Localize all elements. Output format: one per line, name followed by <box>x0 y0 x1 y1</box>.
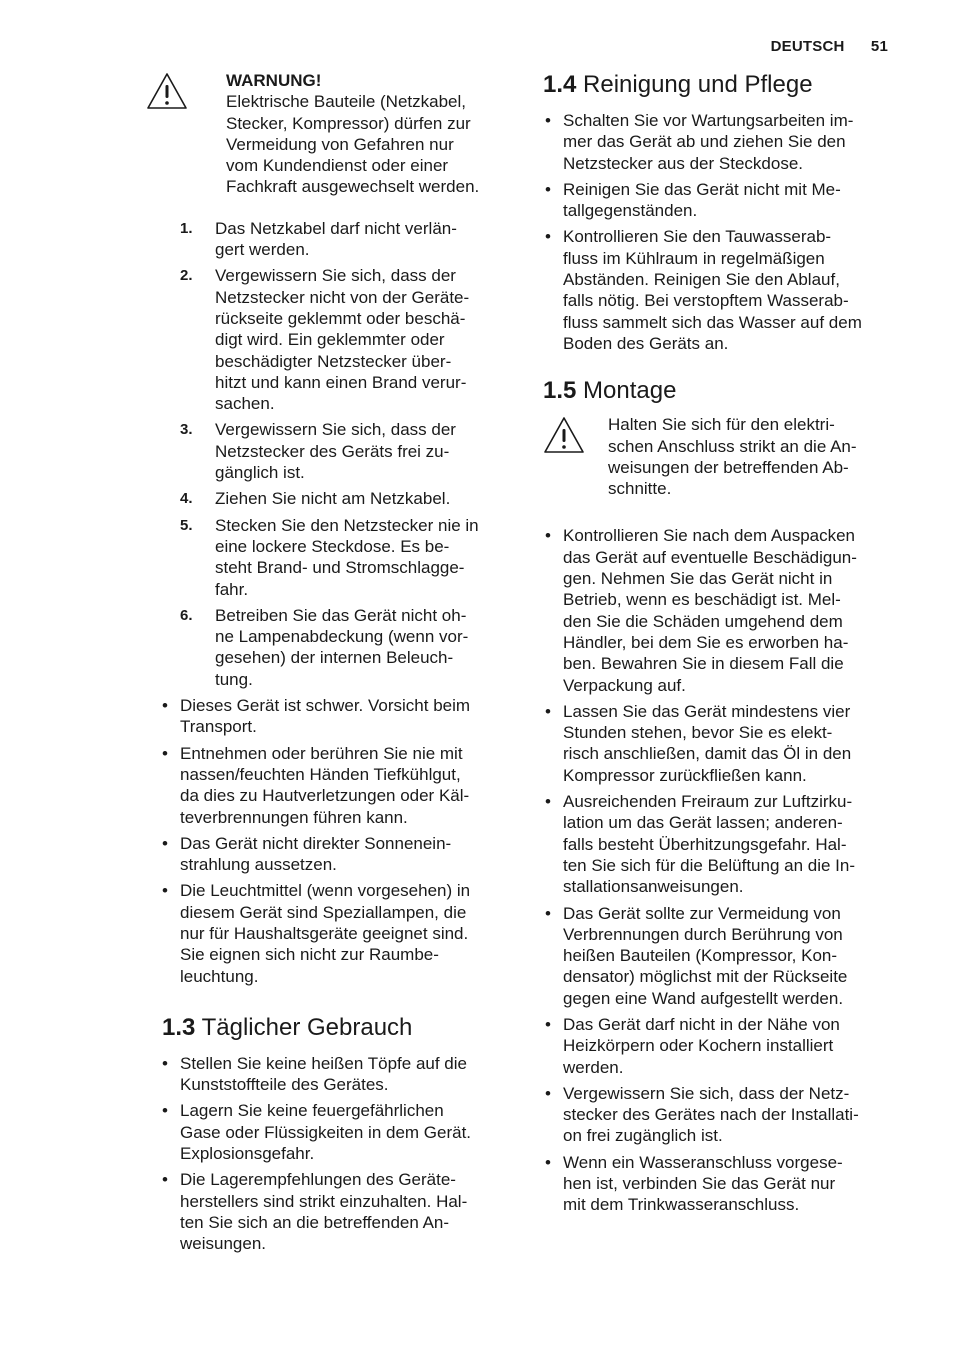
item-line: digt wird. Ein geklemmter oder <box>215 330 445 350</box>
item-line: Lagern Sie keine feuergefährlichen <box>180 1101 444 1121</box>
item-line: leuchtung. <box>180 966 259 986</box>
header-section: DEUTSCH <box>770 38 845 55</box>
left-column <box>146 70 516 1260</box>
item-line: strahlung aussetzen. <box>180 855 337 875</box>
bullet-item <box>146 880 516 986</box>
item-line: Netzstecker aus der Steckdose. <box>563 153 804 173</box>
item-number: 3. <box>180 421 193 439</box>
warning-box <box>146 70 516 198</box>
item-line: ten Sie sich an die betreffenden An- <box>180 1212 450 1232</box>
item-line: falls nötig. Bei verstopftem Wasserab- <box>563 291 849 311</box>
warning-triangle-icon <box>146 72 188 110</box>
item-line: hitzt und kann einen Brand verur- <box>215 372 467 392</box>
item-line: lation um das Gerät lassen; anderen- <box>563 813 843 833</box>
bullet-item <box>543 179 903 222</box>
numbered-item <box>146 218 516 261</box>
item-line: Das Gerät sollte zur Vermeidung von <box>563 903 841 923</box>
item-line: Das Netzkabel darf nicht verlän- <box>215 218 457 238</box>
item-line: Ziehen Sie nicht am Netzkabel. <box>215 489 451 509</box>
section-title: Montage <box>583 377 677 405</box>
item-number: 2. <box>180 267 193 285</box>
item-line: Schalten Sie vor Wartungsarbeiten im- <box>563 111 854 130</box>
bullet-icon: • <box>162 696 168 716</box>
numbered-item <box>146 605 516 690</box>
item-line: Ausreichenden Freiraum zur Luftzirku- <box>563 792 853 812</box>
bullet-list <box>146 1053 516 1255</box>
warning-triangle-icon <box>543 416 585 454</box>
item-line: mit dem Trinkwasseranschluss. <box>563 1195 800 1215</box>
bullet-item <box>543 791 903 897</box>
bullet-icon: • <box>162 1053 168 1073</box>
item-line: Betrieb, wenn es beschädigt ist. Mel- <box>563 590 841 610</box>
item-line: Wenn ein Wasseranschluss vorgese- <box>563 1152 843 1172</box>
item-line: den Sie die Schäden umgehend dem <box>563 611 843 631</box>
section-number: 1.4 <box>543 71 577 98</box>
note-line: schnitte. <box>608 479 672 499</box>
item-line: nassen/feuchten Händen Tiefkühlgut, <box>180 764 461 784</box>
item-line: stecker des Gerätes nach der Installati- <box>563 1105 859 1125</box>
bullet-item <box>543 1152 903 1216</box>
item-line: ne Lampenabdeckung (wenn vor- <box>215 627 469 647</box>
item-line: gert werden. <box>215 240 310 260</box>
section-title: Reinigung und Pflege <box>583 71 813 98</box>
page-header <box>771 38 888 55</box>
item-line: Stellen Sie keine heißen Töpfe auf die <box>180 1053 467 1073</box>
item-line: herstellers sind strikt einzuhalten. Hal- <box>180 1191 468 1211</box>
item-line: ben. Bewahren Sie in diesem Fall die <box>563 654 844 674</box>
item-line: Das Gerät darf nicht in der Nähe von <box>563 1014 840 1034</box>
item-line: Netzstecker des Geräts frei zu- <box>215 441 450 461</box>
item-line: Vergewissern Sie sich, dass der <box>215 266 456 286</box>
item-line: Vergewissern Sie sich, dass der Netz- <box>563 1083 850 1103</box>
bullet-icon: • <box>162 1101 168 1121</box>
item-line: Boden des Geräts an. <box>563 333 729 353</box>
item-line: Abständen. Reinigen Sie den Ablauf, <box>563 270 840 290</box>
bullet-icon: • <box>545 179 551 199</box>
item-line: Kontrollieren Sie nach dem Auspacken <box>563 526 856 546</box>
right-column <box>543 70 903 1221</box>
item-line: densator) möglichst mit der Rückseite <box>563 967 848 987</box>
note-line: Halten Sie sich für den elektri- <box>608 415 835 435</box>
item-line: werden. <box>563 1057 624 1077</box>
item-line: tung. <box>215 669 253 689</box>
item-number: 6. <box>180 606 193 624</box>
numbered-list <box>146 218 516 690</box>
item-line: tallgegenständen. <box>563 201 698 221</box>
item-line: da dies zu Hautverletzungen oder Käl- <box>180 786 470 806</box>
bullet-icon: • <box>162 1170 168 1190</box>
item-line: Verbrennungen durch Berührung von <box>563 924 843 944</box>
item-line: nur für Haushaltsgeräte geeignet sind. <box>180 923 469 943</box>
item-line: Reinigen Sie das Gerät nicht mit Me- <box>563 179 841 199</box>
bullet-item <box>146 833 516 876</box>
bullet-icon: • <box>545 1152 551 1172</box>
item-line: Dieses Gerät ist schwer. Vorsicht beim <box>180 696 471 716</box>
item-line: Vergewissern Sie sich, dass der <box>215 420 456 440</box>
item-line: beschädigter Netzstecker über- <box>215 351 452 371</box>
item-line: hen ist, verbinden Sie das Gerät nur <box>563 1174 836 1194</box>
item-line: Gase oder Flüssigkeiten in dem Gerät. <box>180 1122 472 1142</box>
item-line: gesehen) der internen Beleuch- <box>215 648 454 668</box>
item-line: Händler, bei dem Sie es erworben ha- <box>563 632 849 652</box>
item-line: mer das Gerät ab und ziehen Sie den <box>563 132 846 152</box>
item-line: Das Gerät nicht direkter Sonnenein- <box>180 833 452 853</box>
bullet-icon: • <box>545 701 551 721</box>
bullet-icon: • <box>545 526 551 546</box>
warning-line: Fachkraft ausgewechselt werden. <box>226 177 480 197</box>
item-line: das Gerät auf eventuelle Beschädigun- <box>563 547 857 567</box>
item-line: Transport. <box>180 717 257 737</box>
warning-title: WARNUNG! <box>226 71 322 90</box>
bullet-icon: • <box>545 227 551 247</box>
bullet-item <box>146 1169 516 1254</box>
item-line: fahr. <box>215 579 249 599</box>
note-line: schen Anschluss strikt an die An- <box>608 436 857 456</box>
bullet-item <box>543 110 903 174</box>
item-line: fluss im Kühlraum in regelmäßigen <box>563 248 825 268</box>
bullet-icon: • <box>162 881 168 901</box>
item-line: risch anschließen, damit das Öl in den <box>563 744 852 764</box>
item-line: gänglich ist. <box>215 463 305 483</box>
warning-line: Vermeidung von Gefahren nur <box>226 134 454 154</box>
bullet-item <box>146 1053 516 1096</box>
section-heading-1-4 <box>543 70 903 100</box>
bullet-icon: • <box>162 743 168 763</box>
bullet-item <box>146 1100 516 1164</box>
bullet-list <box>543 525 903 1215</box>
numbered-item <box>146 265 516 414</box>
numbered-item <box>146 419 516 483</box>
numbered-item <box>146 515 516 600</box>
item-line: Netzstecker nicht von der Geräte- <box>215 287 470 307</box>
item-line: Heizkörpern oder Kochern installiert <box>563 1036 834 1056</box>
item-line: Betreiben Sie das Gerät nicht oh- <box>215 605 467 625</box>
bullet-icon: • <box>545 792 551 812</box>
section-number: 1.5 <box>543 377 577 405</box>
section-number: 1.3 <box>162 1013 196 1041</box>
bullet-icon: • <box>545 903 551 923</box>
warning-line: Elektrische Bauteile (Netzkabel, <box>226 92 467 112</box>
page-number: 51 <box>870 38 888 55</box>
item-line: sachen. <box>215 394 275 414</box>
bullet-icon: • <box>162 833 168 853</box>
item-line: ten Sie sich für die Belüftung an die In- <box>563 855 856 875</box>
item-line: eine lockere Steckdose. Es be- <box>215 536 450 556</box>
warning-line: Stecker, Kompressor) dürfen zur <box>226 113 471 133</box>
item-line: Kunststoffteile des Gerätes. <box>180 1075 389 1095</box>
item-line: teverbrennungen führen kann. <box>180 807 408 827</box>
warning-line: vom Kundendienst oder einer <box>226 156 449 176</box>
item-line: rückseite geklemmt oder beschä- <box>215 308 466 328</box>
item-number: 5. <box>180 516 193 534</box>
bullet-list <box>146 695 516 987</box>
note-line: weisungen der betreffenden Ab- <box>608 457 849 477</box>
section-title: Täglicher Gebrauch <box>201 1013 413 1041</box>
bullet-icon: • <box>545 1014 551 1034</box>
item-line: Verpackung auf. <box>563 675 686 695</box>
item-line: Sie eignen sich nicht zur Raumbe- <box>180 945 439 965</box>
item-line: on frei zugänglich ist. <box>563 1126 723 1146</box>
item-line: Die Lagerempfehlungen des Geräte- <box>180 1170 456 1190</box>
bullet-item <box>543 525 903 695</box>
section-heading-1-5 <box>543 376 903 406</box>
item-line: Kontrollieren Sie den Tauwasserab- <box>563 227 832 247</box>
bullet-item <box>543 701 903 786</box>
bullet-item <box>543 903 903 1009</box>
item-line: weisungen. <box>180 1234 267 1254</box>
item-number: 4. <box>180 490 193 508</box>
item-line: stallationsanweisungen. <box>563 877 744 897</box>
item-line: heißen Bauteilen (Kompressor, Kon- <box>563 946 838 966</box>
item-number: 1. <box>180 219 193 237</box>
item-line: Kompressor zurückfließen kann. <box>563 765 807 785</box>
bullet-icon: • <box>545 1083 551 1103</box>
section-heading-1-3 <box>162 1013 516 1043</box>
item-line: Stunden stehen, bevor Sie es elekt- <box>563 723 833 743</box>
item-line: Lassen Sie das Gerät mindestens vier <box>563 701 851 721</box>
bullet-item <box>146 695 516 738</box>
numbered-item <box>146 488 516 509</box>
item-line: falls besteht Überhitzungsgefahr. Hal- <box>563 834 847 854</box>
bullet-list <box>543 110 903 354</box>
item-line: fluss sammelt sich das Wasser auf dem <box>563 312 862 332</box>
item-line: diesem Gerät sind Speziallampen, die <box>180 902 467 922</box>
bullet-icon: • <box>545 111 551 130</box>
bullet-item <box>543 1014 903 1078</box>
item-line: Stecken Sie den Netzstecker nie in <box>215 515 479 535</box>
item-line: Die Leuchtmittel (wenn vorgesehen) in <box>180 881 471 901</box>
bullet-item <box>146 743 516 828</box>
item-line: gen. Nehmen Sie das Gerät nicht in <box>563 569 833 589</box>
item-line: Explosionsgefahr. <box>180 1144 315 1164</box>
item-line: steht Brand- und Stromschlagge- <box>215 558 465 578</box>
item-line: Entnehmen oder berühren Sie nie mit <box>180 743 463 763</box>
bullet-item <box>543 226 903 354</box>
caution-note <box>543 414 903 499</box>
item-line: gegen eine Wand aufgestellt werden. <box>563 988 844 1008</box>
bullet-item <box>543 1083 903 1147</box>
